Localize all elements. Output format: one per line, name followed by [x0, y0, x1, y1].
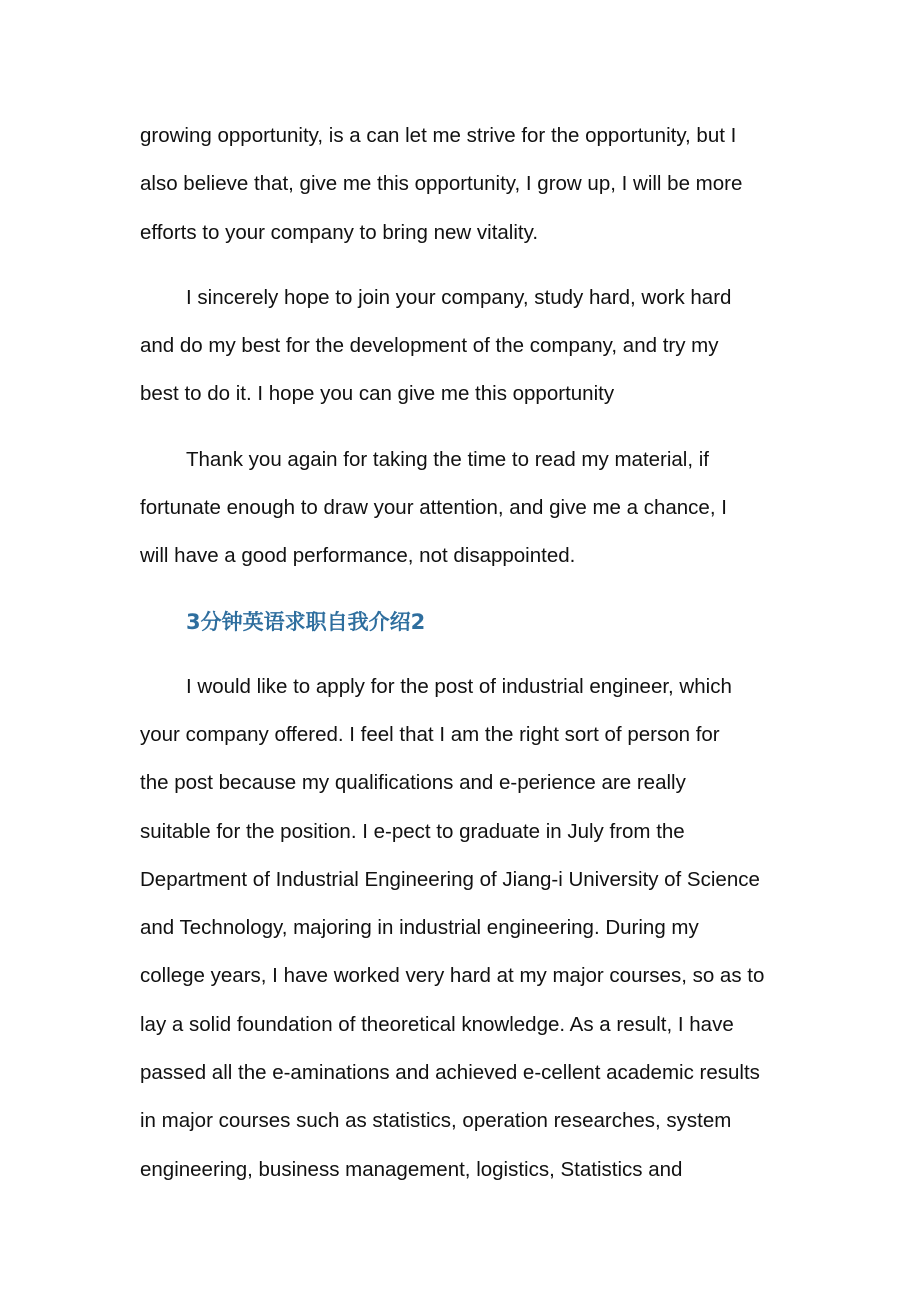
document-body — [140, 112, 782, 1194]
text-line: efforts to your company to bring new vitality. — [140, 220, 539, 244]
text-line: Department of Industrial Engineering of Jiang-i University of Science — [140, 867, 760, 891]
text-line: and do my best for the development of the company, and try my — [140, 334, 719, 358]
text-line: growing opportunity, is a can let me strive for the opportunity, but I — [140, 124, 737, 147]
text-line: lay a solid foundation of theoretical knowledge. As a result, I have — [140, 1012, 734, 1036]
section-heading: 3分钟英语求职自我介绍2 — [186, 609, 426, 634]
text-line: engineering, business management, logistics, Statistics and — [140, 1157, 683, 1181]
paragraph-thank-you — [140, 436, 782, 581]
text-line: fortunate enough to draw your attention, and give me a chance, I — [140, 496, 727, 520]
text-line: the post because my qualifications and e-perience are really — [140, 771, 686, 795]
paragraph-apply-industrial-engineer — [140, 663, 782, 1194]
text-line: Thank you again for taking the time to read my material, if — [186, 447, 710, 471]
text-line: I would like to apply for the post of industrial engineer, which — [186, 674, 732, 698]
text-line: I sincerely hope to join your company, study hard, work hard — [186, 285, 732, 309]
text-line: in major courses such as statistics, operation researches, system — [140, 1109, 732, 1133]
paragraph-sincerely-hope — [140, 274, 782, 419]
text-line: also believe that, give me this opportunity, I grow up, I will be more — [140, 172, 743, 196]
text-line: your company offered. I feel that I am the right sort of person for — [140, 722, 720, 746]
text-line: passed all the e-aminations and achieved e-cellent academic results — [140, 1061, 760, 1085]
text-line: suitable for the position. I e-pect to graduate in July from the — [140, 819, 685, 843]
text-line: and Technology, majoring in industrial engineering. During my — [140, 916, 699, 940]
paragraph-growing-opportunity — [140, 112, 782, 257]
text-line: will have a good performance, not disappointed. — [140, 544, 576, 568]
text-line: best to do it. I hope you can give me this opportunity — [140, 382, 615, 406]
text-line: college years, I have worked very hard at my major courses, so as to — [140, 964, 765, 988]
